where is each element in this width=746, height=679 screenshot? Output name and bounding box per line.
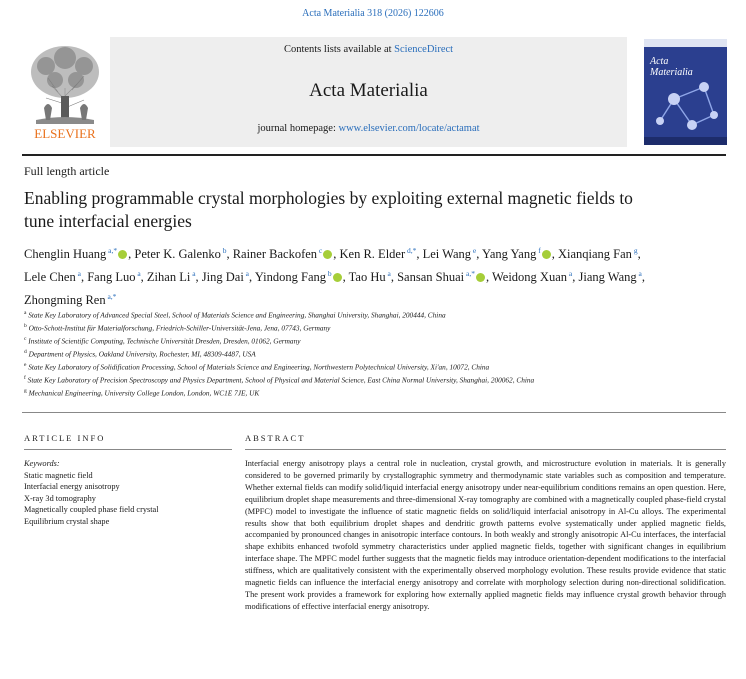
author[interactable] [202, 270, 249, 284]
affiliation-text: State Key Laboratory of Precision Spectroscopy and Physics Department, School of Physical and Material Science, East China Normal University, Shanghai, 200062, China [25, 375, 535, 385]
author-affiliation-marker[interactable]: d,* [405, 246, 417, 255]
author[interactable] [255, 270, 343, 284]
contents-line [110, 44, 627, 55]
journal-cover-image[interactable] [644, 39, 727, 145]
author-affiliation-marker[interactable]: a [636, 269, 642, 279]
journal-reference[interactable]: Acta Materialia 318 (2026) 122606 [302, 8, 444, 19]
affiliation-text: Otto-Schott-Institut für Materialforschung, Friedrich-Schiller-Universität-Jena, Jena, 07743, Germany [26, 323, 331, 333]
affiliation-marker: a [24, 310, 27, 316]
keywords-list [24, 470, 232, 528]
author[interactable] [87, 270, 140, 284]
affiliation-text: Mechanical Engineering, University College London, London, WC1E 7JE, UK [26, 387, 260, 397]
author-affiliation-marker[interactable]: a [243, 269, 250, 279]
affiliation-marker: e [24, 361, 27, 368]
author-affiliation-marker[interactable]: a [385, 269, 391, 279]
article-type: Full length article [24, 164, 110, 178]
author-affiliation-marker[interactable]: a,* [105, 292, 117, 302]
cover-title-line1: Acta [650, 56, 669, 67]
article-title: Enabling programmable crystal morphologies by exploiting external magnetic fields to tune interfacial energies [24, 188, 633, 231]
keyword-item: Static magnetic field [24, 470, 93, 480]
abstract-text: Interfacial energy anisotropy plays a central role in nucleation, crystal growth, and microstructure evolution in materials. It is generally considered to be governed primarily by crystallographic symmetry and thermodynamic state variables such as composition and temperature. Whether external fields can modify solid/liquid interfacial energy anisotropy under near-equilibrium conditions remains an open question. Here, equilibrium droplet shape measurements and three-dimensional X-ray tomography are combined with a magnetically coupled phase-field crystal (MPFC) model to investigate the influence of static magnetic fields on solid/liquid interfacial anisotropy in Al-Cu alloys. The experimental results show that both equilibrium droplet shapes and dendritic growth patterns evolve systematically under applied magnetic fields, accompanied by pronounced changes in anisotropic interface contours. In both weakly and strongly anisotropic Al-Cu interfaces, the interfacial shape exhibits enhanced twofold symmetry characteristics under applied magnetic fields, together with significant changes in equilibrium interface shape. The MPFC model further suggests that the magnetic fields may introduce orientation-dependent modifications to the interfacial stiffness, which are qualitatively consistent with the experimentally observed morphology evolution. These results provide evidence that static magnetic fields can influence the interfacial energy anisotropy and correlate with morphology selection during non-directional solidification. The present work provides a framework for exploring how externally applied magnetic fields may influence crystal growth behavior through modifications of effective interfacial energy anisotropy. [245, 459, 726, 611]
keyword-item: Equilibrium crystal shape [24, 516, 110, 526]
author-name[interactable]: Lele Chen [24, 270, 76, 285]
author-name[interactable]: Xianqiang Fan [557, 247, 632, 262]
keywords-block [24, 458, 232, 528]
author-name[interactable]: Yang Yang [482, 247, 537, 262]
author-name[interactable]: Lei Wang [422, 247, 472, 262]
author-list: Chenglin Huang $^{a,*}$ , Peter K. Galenko $^b$, Rainer Backofen $^c$ , Ken R. Elder $^{d,*}$, Lei Wang $^e$, Yang Yang $^f$ , Xianqiang Fan $^g$, Lele Chen $^a$, Fang Luo $^a$, Zihan Li $^a$, Jing Dai $^a$, Yindong Fang $^b$ , Tao Hu $^a$, Sansan Shuai $^{a,*}$ , Weidong Xuan $^a$, Jiang Wang $^a$, Zhongming Ren $^{a,*}$ [24, 246, 645, 308]
author-name[interactable]: Chenglin Huang [24, 247, 107, 262]
affiliation-list [24, 308, 664, 398]
affiliation-marker: d [24, 348, 27, 355]
author[interactable] [147, 270, 196, 284]
author[interactable] [482, 247, 552, 261]
author-affiliation-marker[interactable]: b [220, 246, 227, 255]
abstract-rule [245, 449, 726, 450]
affiliation-item [24, 321, 664, 334]
affiliation-text: State Key Laboratory of Advanced Special Steel, School of Materials Science and Engineering, Shanghai University, Shanghai, 200444, China [26, 310, 446, 320]
sciencedirect-link[interactable]: ScienceDirect [394, 44, 454, 55]
author-affiliation-marker[interactable]: a,* [106, 246, 118, 255]
journal-title: Acta Materialia [309, 80, 428, 101]
author-name[interactable]: Ken R. Elder [339, 247, 406, 262]
affiliation-text: Institute of Scientific Computing, Technische Universität Dresden, Dresden, 01062, Germany [26, 336, 301, 346]
author[interactable] [233, 247, 334, 261]
keyword-item: Magnetically coupled phase field crystal [24, 505, 159, 515]
affiliation-item [24, 308, 664, 321]
author-name[interactable]: Jing Dai [201, 270, 244, 285]
affiliation-item [24, 347, 664, 360]
header-divider [22, 154, 726, 156]
affiliation-text: State Key Laboratory of Solidification Processing, School of Materials Science and Engineering, Northwestern Polytechnical University, Xi'an, 10072, China [26, 362, 490, 372]
author[interactable] [340, 247, 417, 261]
author-affiliation-marker[interactable]: a [75, 269, 81, 279]
author-name[interactable]: Zihan Li [146, 270, 191, 285]
section-divider [22, 412, 726, 413]
author-name[interactable]: Zhongming Ren [24, 293, 106, 308]
elsevier-logo[interactable] [22, 38, 108, 144]
author[interactable] [423, 247, 477, 261]
orcid-icon[interactable] [118, 250, 127, 259]
author-name[interactable]: Tao Hu [348, 270, 386, 285]
article-info-heading: ARTICLE INFO [24, 433, 106, 443]
author-name[interactable]: Rainer Backofen [232, 247, 318, 262]
author-name[interactable]: Fang Luo [87, 270, 136, 285]
affiliation-marker: c [24, 335, 27, 342]
affiliation-item [24, 386, 664, 399]
affiliation-item [24, 373, 664, 386]
author[interactable] [558, 247, 638, 261]
elsevier-wordmark: ELSEVIER [34, 126, 96, 141]
contents-prefix: Contents lists available at [283, 44, 395, 55]
author-affiliation-marker[interactable]: b [326, 269, 332, 279]
author-affiliation-marker[interactable]: a,* [464, 269, 475, 279]
orcid-icon[interactable] [476, 273, 485, 282]
homepage-prefix: journal homepage: [257, 123, 339, 134]
homepage-link[interactable]: www.elsevier.com/locate/actamat [338, 123, 480, 134]
article-info-rule [24, 449, 232, 450]
author[interactable] [397, 270, 486, 284]
author-affiliation-marker[interactable]: a [135, 269, 141, 279]
author-name[interactable]: Yindong Fang [254, 270, 326, 285]
affiliation-marker: g [24, 387, 27, 394]
affiliation-marker: f [24, 374, 26, 381]
keyword-item: X-ray 3d tomography [24, 493, 96, 503]
affiliation-text: Department of Physics, Oakland University, Rochester, MI, 48309-4487, USA [26, 349, 256, 359]
author-affiliation-marker[interactable]: f [536, 246, 541, 255]
author[interactable] [492, 270, 572, 284]
keyword-item: Interfacial energy anisotropy [24, 482, 120, 492]
abstract-heading: ABSTRACT [245, 433, 306, 443]
author-affiliation-marker[interactable]: c [317, 246, 323, 255]
author[interactable] [578, 270, 641, 284]
author-affiliation-marker[interactable]: a [567, 269, 573, 279]
keywords-label: Keywords: [24, 459, 60, 468]
author[interactable] [349, 270, 391, 284]
author-name[interactable]: Weidong Xuan [491, 270, 568, 285]
author-name[interactable]: Peter K. Galenko [134, 247, 221, 262]
author-name[interactable]: Jiang Wang [578, 270, 637, 285]
cover-title-line2: Materialia [650, 67, 693, 78]
author-affiliation-marker[interactable]: g [631, 246, 638, 255]
orcid-icon[interactable] [542, 250, 551, 259]
author[interactable] [24, 293, 116, 307]
orcid-icon[interactable] [323, 250, 332, 259]
author[interactable] [24, 247, 128, 261]
author[interactable] [134, 247, 226, 261]
author[interactable] [24, 270, 81, 284]
orcid-icon[interactable] [333, 273, 342, 282]
affiliation-item [24, 360, 664, 373]
author-name[interactable]: Sansan Shuai [397, 270, 465, 285]
homepage-line [110, 123, 627, 134]
affiliation-item [24, 334, 664, 347]
author-affiliation-marker[interactable]: a [190, 269, 196, 279]
author-affiliation-marker[interactable]: e [471, 246, 477, 255]
affiliation-marker: b [24, 322, 27, 329]
